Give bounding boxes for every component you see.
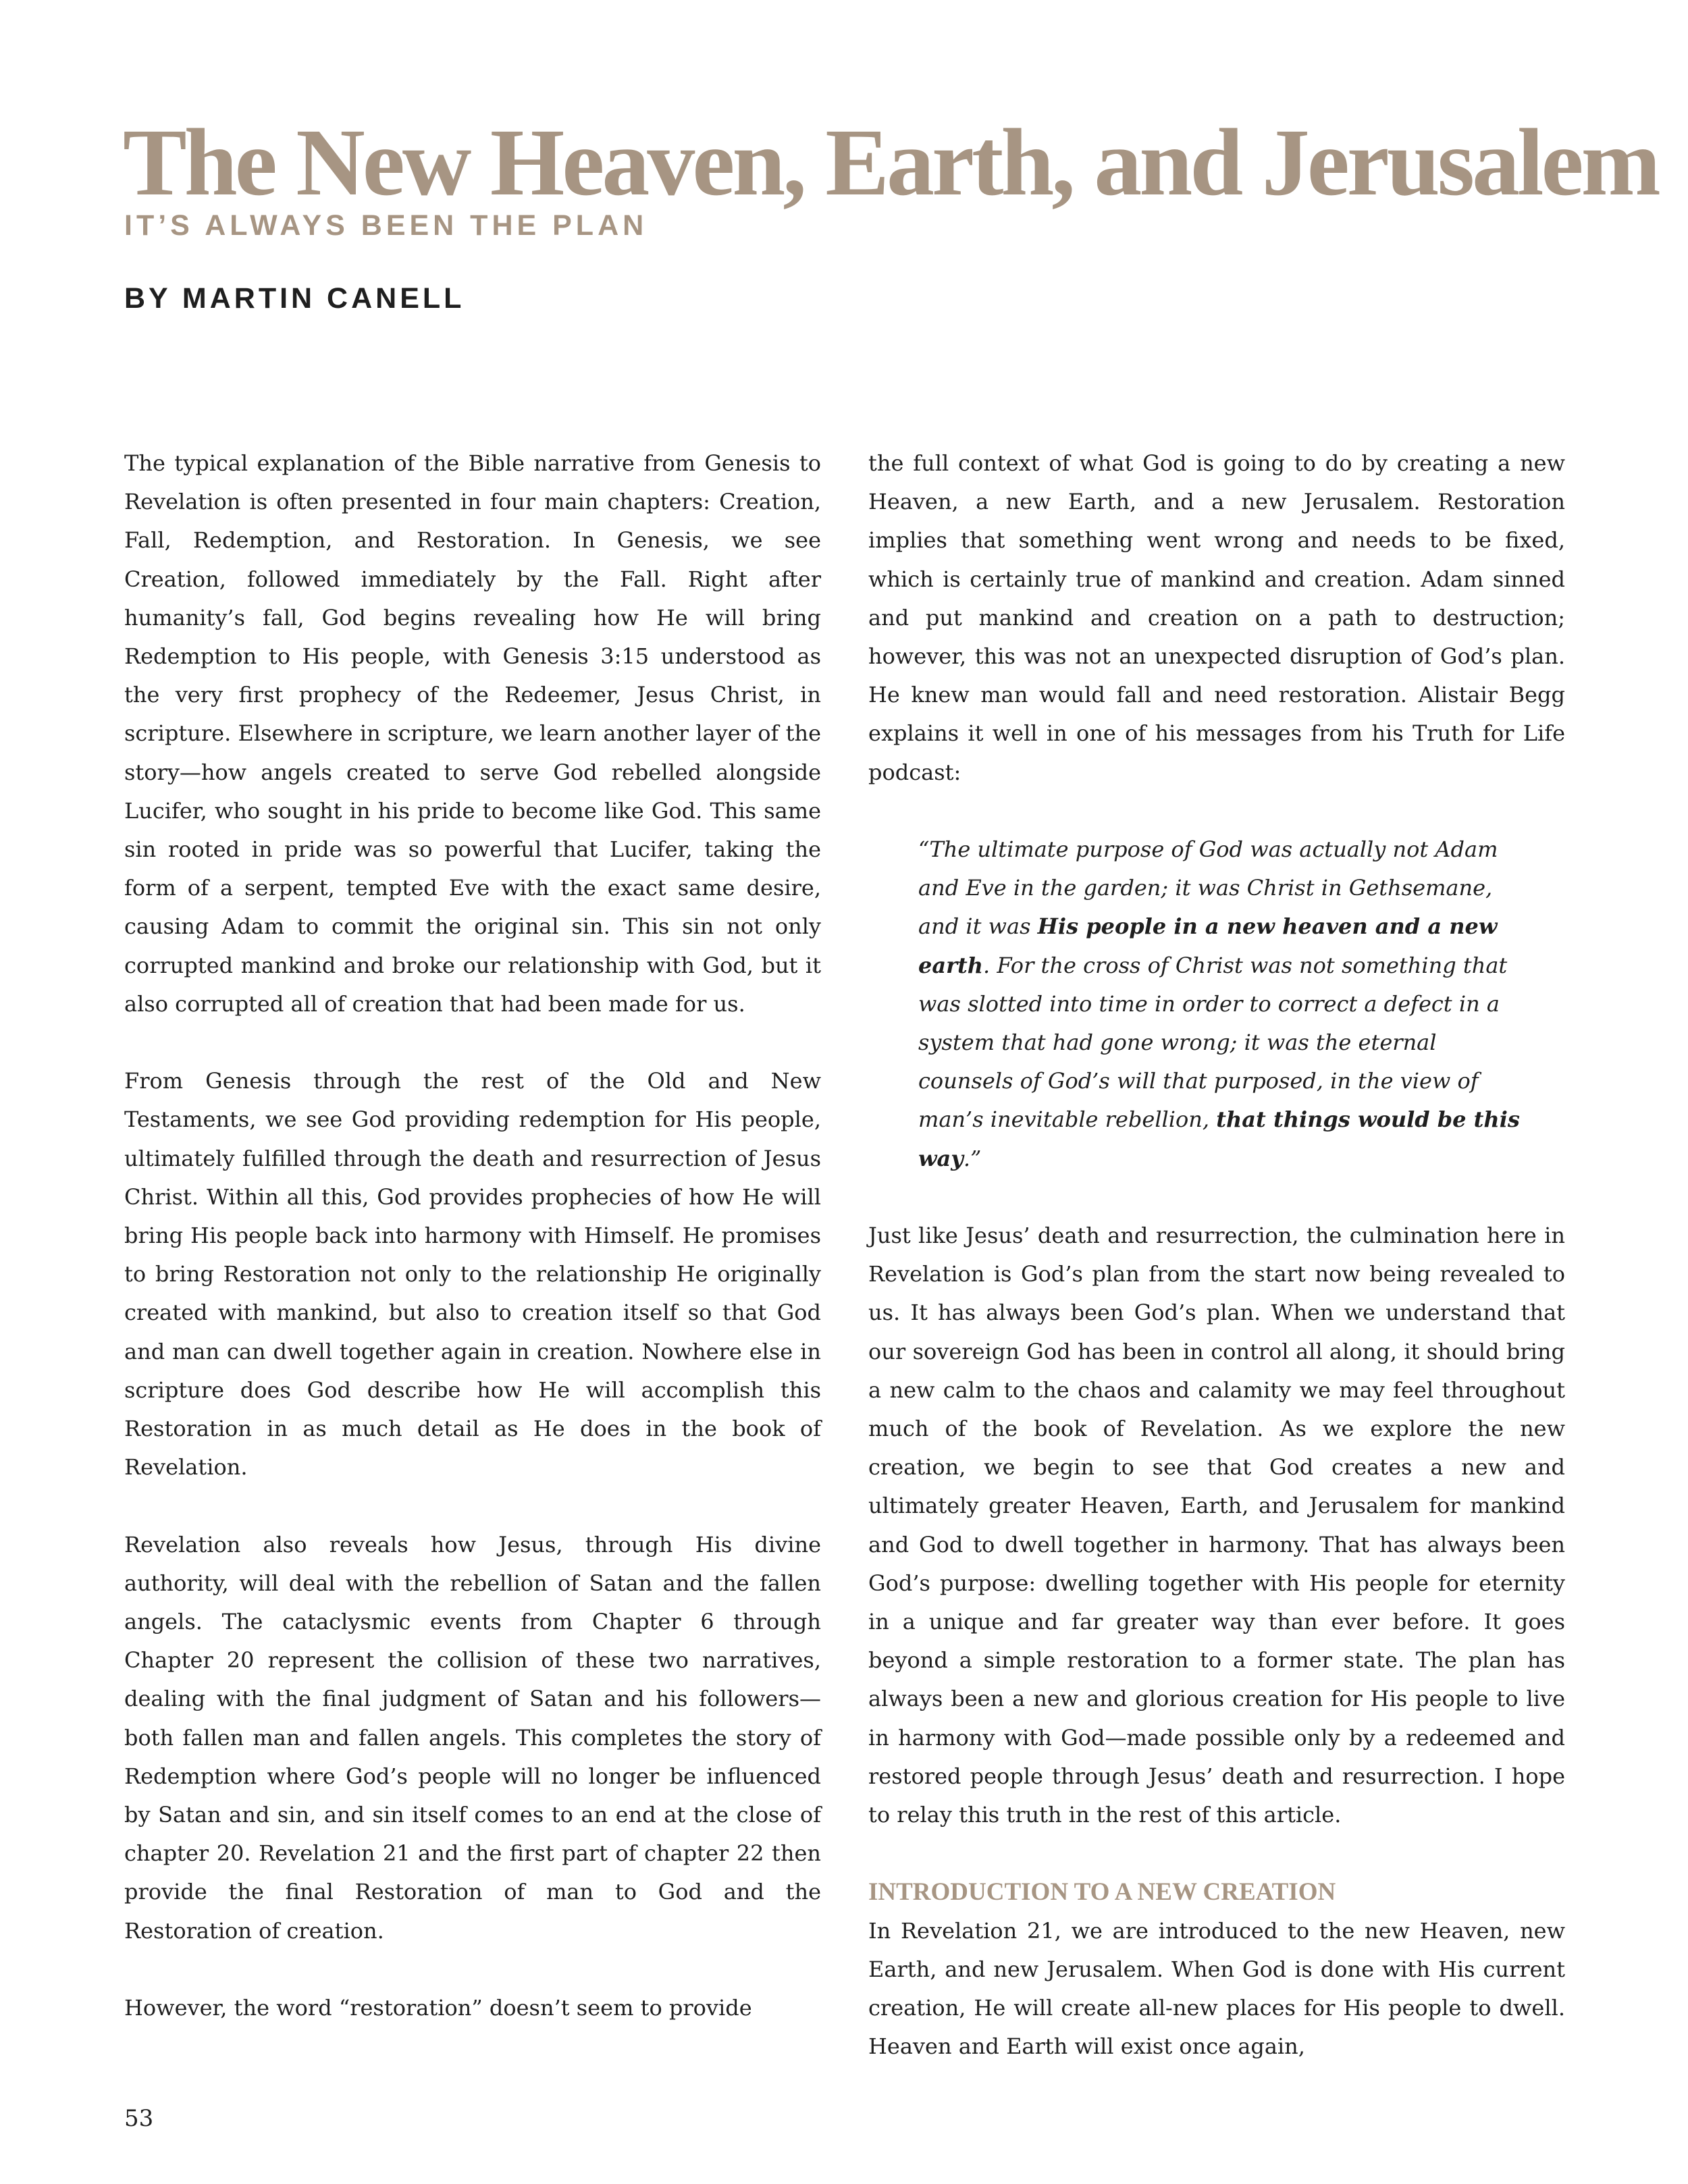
paragraph: Just like Jesus’ death and resurrection, the culmination here in Revelation is God’s plan from the start now being revealed to us. It has always been God’s plan. When we understand that our sovereign God has been in control all along, it should bring a new calm to the chaos and calamity we may feel throughout much of the book of Revelation. As we explore the new creation, we begin to see that God creates a new and ultimately greater Heaven, Earth, and Jerusalem for mankind and God to dwell together in harmony. That has always been God’s purpose: dwelling together with His people for eternity in a unique and far greater way than ever before. It goes beyond a simple restoration to a former state. The plan has always been a new and glorious creation for His people to live in harmony with God—made possible only by a redeemed and restored people through Jesus’ death and resurrection. I hope to relay this truth in the rest of this article. — [868, 1223, 1565, 1828]
paragraph: the full context of what God is going to do by creating a new Heaven, a new Earth, and a new Jerusalem. Restoration implies that something went wrong and needs to be fixed, which is certainly true of mankind and creation. Adam sinned and put mankind and creation on a path to destruction; however, this was not an unexpected disruption of God’s plan. He knew man would fall and need restoration. Alistair Begg explains it well in one of his messages from his Truth for Life podcast: — [868, 450, 1565, 785]
article-title: The New Heaven, Earth, and Jerusalem — [123, 109, 1658, 215]
author-byline: BY MARTIN CANELL — [124, 282, 465, 315]
paragraph: In Revelation 21, we are introduced to the new Heaven, new Earth, and new Jerusalem. When God is done with His current creation, He will create all-new places for His people to dwell. Heaven and Earth will exist once again, — [868, 1917, 1565, 2060]
article-subtitle: IT’S ALWAYS BEEN THE PLAN — [124, 209, 648, 242]
quote-text: . For the cross of Christ was not something that was slotted into time in order to correct a defect in a system that had gone wrong; it was the eternal counsels of God’s will that purposed, in the view of man’s inevitable rebellion, — [918, 952, 1508, 1133]
paragraph: However, the word “restoration” doesn’t seem to provide — [124, 1995, 752, 2021]
left-column — [124, 444, 821, 2066]
page-number: 53 — [124, 2105, 154, 2132]
paragraph: The typical explanation of the Bible narrative from Genesis to Revelation is often presented in four main chapters: Creation, Fall, Redemption, and Restoration. In Genesis, we see Creation, followed immediately by the Fall. Right after humanity’s fall, God begins revealing how He will bring Redemption to His people, with Genesis 3:15 understood as the very first prophecy of the Redeemer, Jesus Christ, in scripture. Elsewhere in scripture, we learn another layer of the story—how angels created to serve God rebelled alongside Lucifer, who sought in his pride to become like God. This same sin rooted in pride was so powerful that Lucifer, taking the form of a serpent, tempted Eve with the exact same desire, causing Adam to commit the original sin. This sin not only corrupted mankind and broke our relationship with God, but it also corrupted all of creation that had been made for us. — [124, 450, 821, 1017]
paragraph: Revelation also reveals how Jesus, through His divine authority, will deal with the rebellion of Satan and the fallen angels. The cataclysmic events from Chapter 6 through Chapter 20 represent the collision of these two narratives, dealing with the final judgment of Satan and his followers—both fallen man and fallen angels. This completes the story of Redemption where God’s people will no longer be influenced by Satan and sin, and sin itself comes to an end at the close of chapter 20. Revelation 21 and the first part of chapter 22 then provide the final Restoration of man to God and the Restoration of creation. — [124, 1531, 821, 1944]
quote-text: “The ultimate purpose of God was actually not Adam and Eve in the garden; it was Christ in Gethsemane, and it was — [918, 836, 1498, 940]
quote-emphasis: His people in a new heaven and a new earth — [918, 913, 1498, 978]
quote-emphasis: that things would be this way — [918, 1107, 1520, 1171]
quote-text: .” — [963, 1145, 982, 1171]
section-heading: INTRODUCTION TO A NEW CREATION — [868, 1878, 1336, 1907]
paragraph: From Genesis through the rest of the Old and New Testaments, we see God providing redemption for His people, ultimately fulfilled through the death and resurrection of Jesus Christ. Within all this, God provides prophecies of how He will bring His people back into harmony with Himself. He promises to bring Restoration not only to the relationship He originally created with mankind, but also to creation itself so that God and man can dwell together again in creation. Nowhere else in scripture does God describe how He will accomplish this Restoration in as much detail as He does in the book of Revelation. — [124, 1068, 821, 1481]
block-quote — [868, 830, 1565, 1178]
right-column — [868, 444, 1565, 2105]
